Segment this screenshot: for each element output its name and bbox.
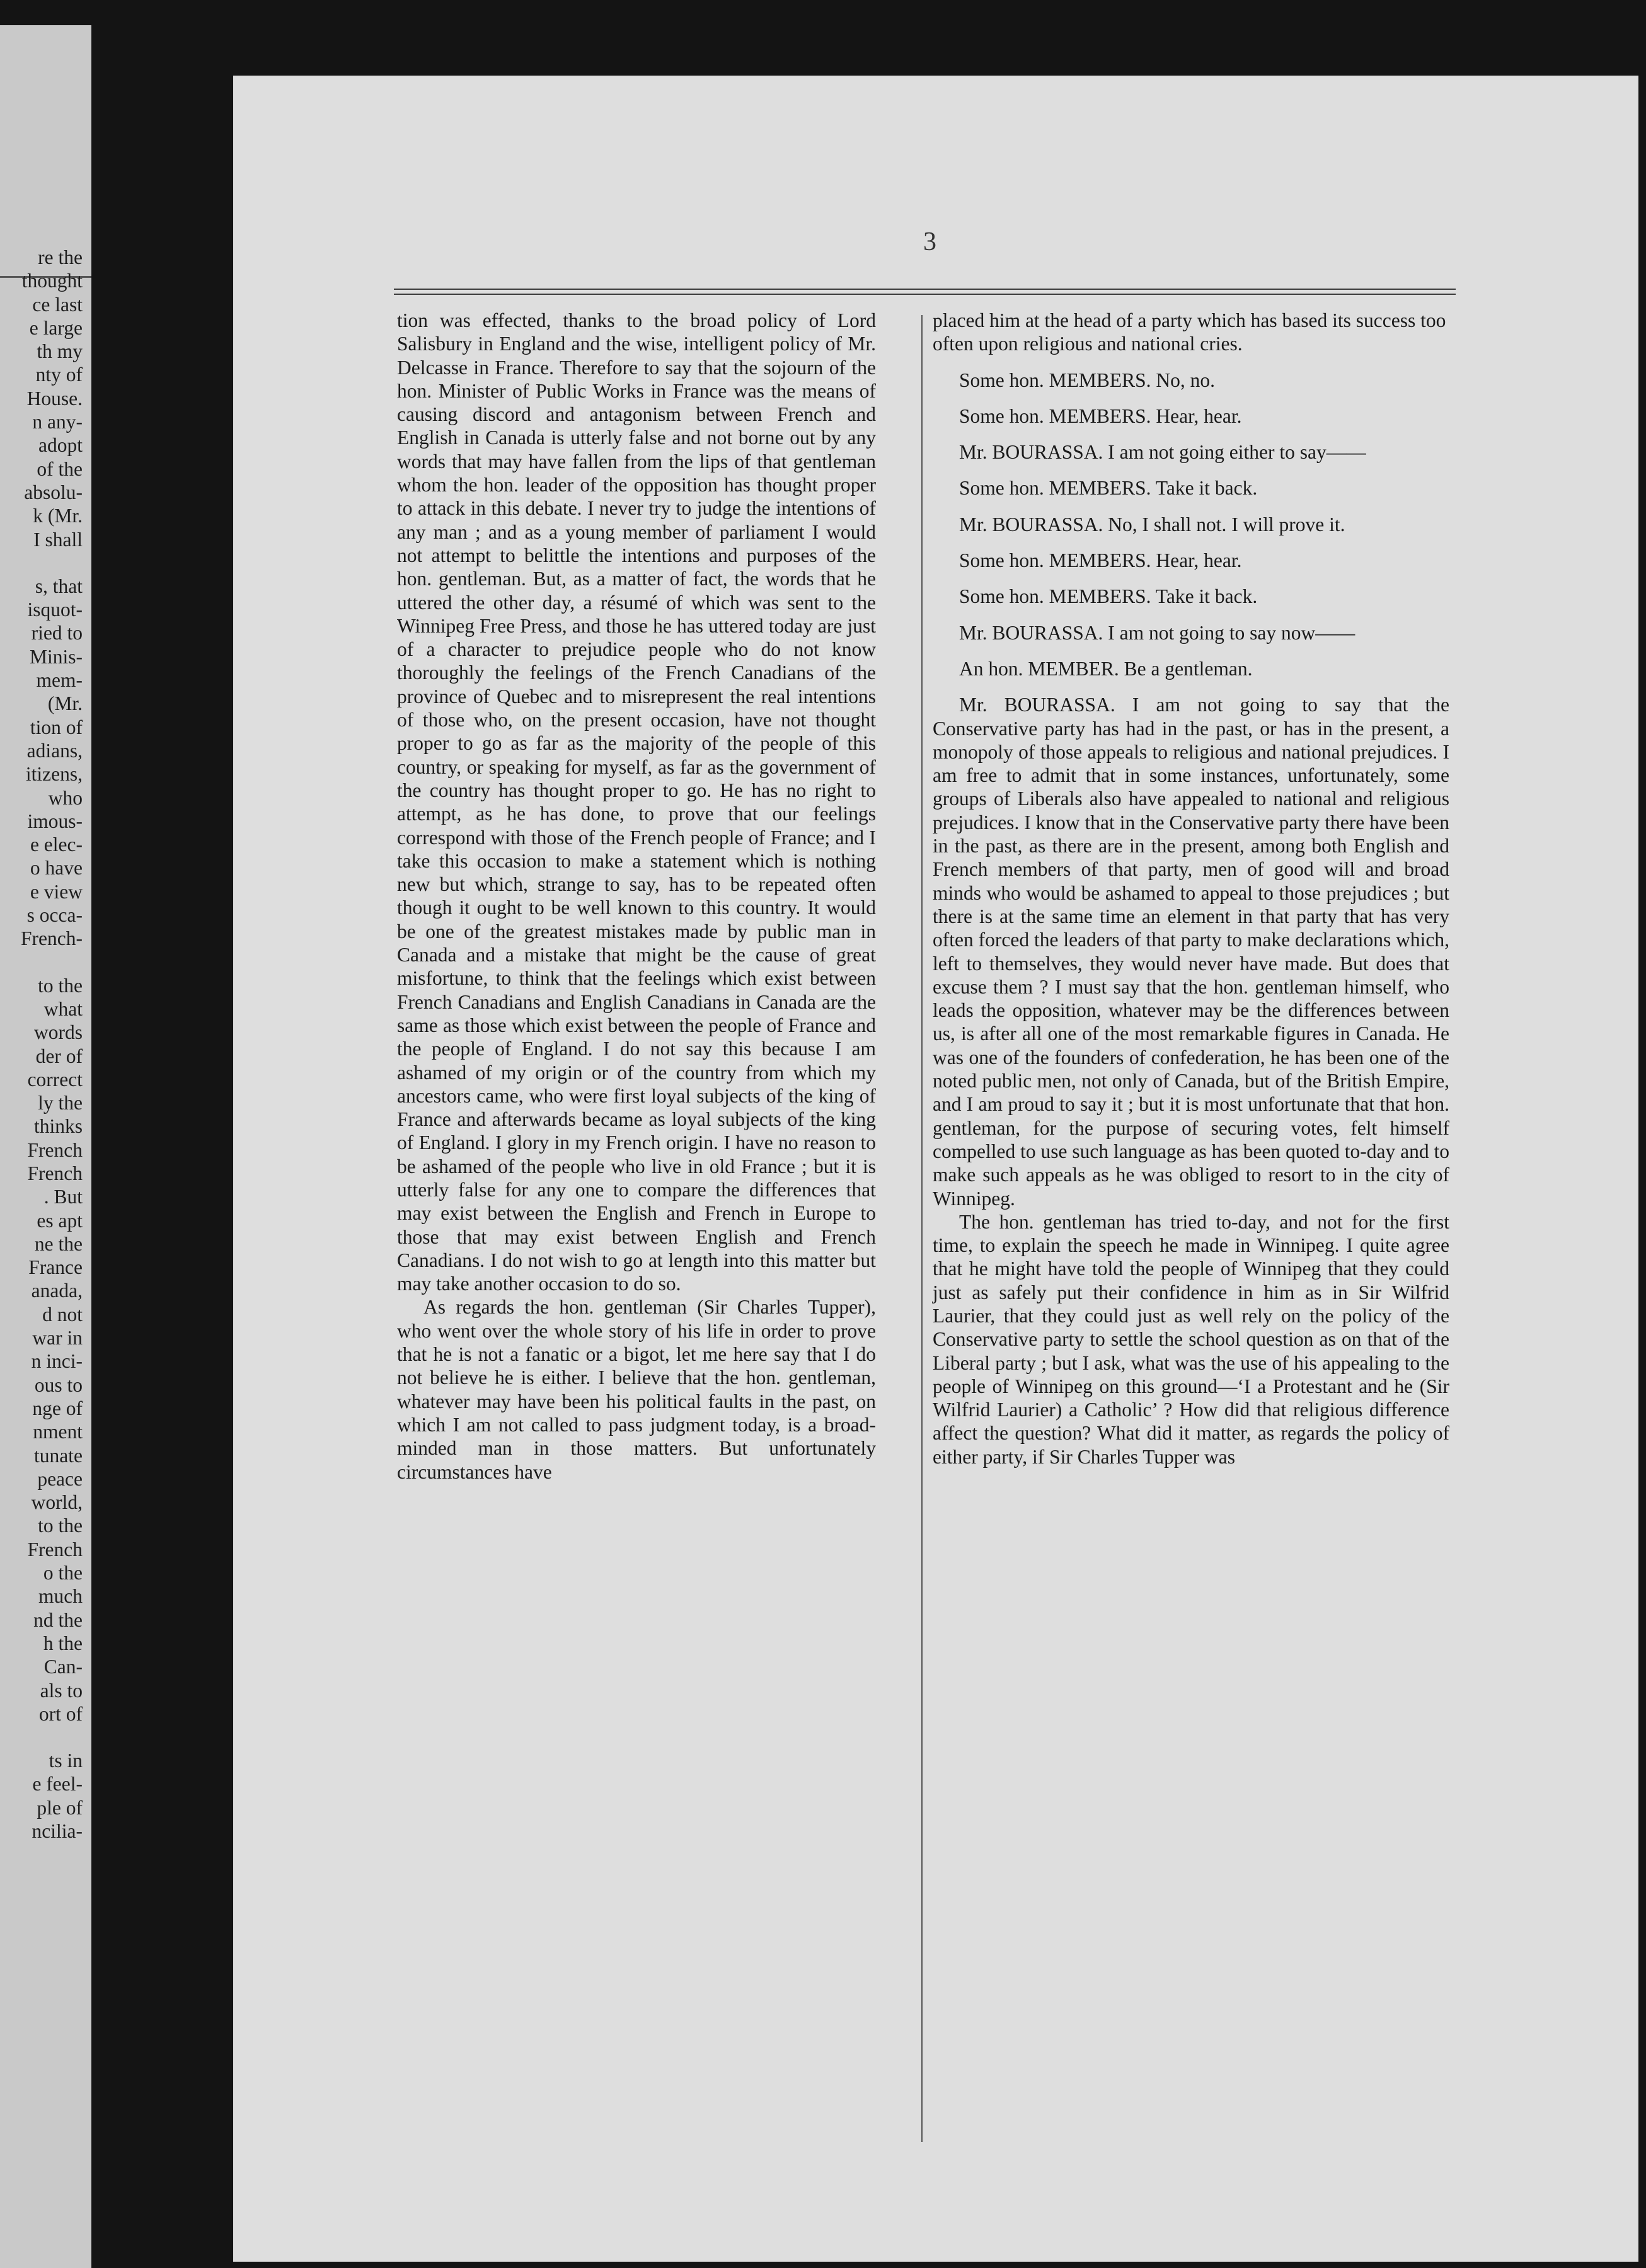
fragment-line: der of <box>35 1045 83 1067</box>
fragment-line: French- <box>21 927 83 950</box>
fragment-line: thought <box>21 270 83 292</box>
fragment-line: h the <box>43 1632 83 1654</box>
fragment-line: s occa- <box>26 904 83 927</box>
header-rule-bottom <box>394 294 1456 295</box>
adjacent-page-fragment <box>0 25 91 2268</box>
paragraph: Mr. BOURASSA. I am not going to say now—— <box>959 621 1355 644</box>
fragment-line: o the <box>43 1562 83 1584</box>
document-page <box>233 76 1638 2262</box>
fragment-line: e feel- <box>32 1773 83 1796</box>
fragment-line: I shall <box>33 528 83 551</box>
fragment-line: French <box>27 1162 83 1184</box>
fragment-line: imous- <box>27 810 83 832</box>
fragment-line: to the <box>38 1515 83 1537</box>
right-column <box>933 309 1449 1469</box>
fragment-line: what <box>43 997 83 1020</box>
fragment-line: anada, <box>31 1280 83 1302</box>
fragment-line: e elec- <box>30 833 83 856</box>
fragment-line: ort of <box>38 1702 83 1725</box>
fragment-line: ly the <box>38 1092 83 1114</box>
paragraph: tion was effected, thanks to the broad policy of Lord Salisbury in England and the wise, intelligent policy of Mr. Delcasse in France. Therefore to say that the sojourn of the hon. Minister of Public Works in France was the means of causing discord and antagonism between French and English in Canada is utterly false and not borne out by any words that may have fallen from the lips of that gentleman whom the hon. leader of the opposition has thought proper to attack in this debate. I never try to judge the intentions of any man ; and as a young member of parliament I would not attempt to belittle the intentions and purposes of the hon. gentleman. But, as a matter of fact, the words that he uttered the other day, a résumé of which was sent to the Winnipeg Free Press, and those he has uttered today are just of a character to prejudice people who do not know thoroughly the feelings of the French Canadians of the province of Quebec and to misrepresent the real intentions of those who, on the present occasion, have not thought proper to go as far as the majority of the people of this country, or speaking for myself, as far as the government of the country has thought proper to go. He has no right to attempt, as he has done, to prove that our feelings correspond with those of the French people of France; and I take this occasion to make a statement which is nothing new but which, strange to say, has to be repeated often though it ought to be well known to this country. It would be one of the greatest mistakes made by public man in Canada and a mistake that might be the cause of great misfortune, to think that the feelings which exist between French Canadians and English Canadians in Canada are the same as those which exist between the people of France and the people of England. I do not say this because I am ashamed of my origin or of the country from which my ancestors came, who were first loyal subjects of the king of France and afterwards became as loyal subjects of the king of England. I glory in my French origin. I have no reason to be ashamed of the people who live in old France ; but it is utterly false for any one to compare the differences that may exist between the English and French in Europe to those that may exist between English and French Canadians. I do not wish to go at length into this matter but may take another occasion to do so. <box>397 309 876 1295</box>
fragment-line: e large <box>29 316 83 339</box>
fragment-line: nment <box>33 1421 83 1443</box>
fragment-line: nty of <box>35 364 83 386</box>
fragment-line: ple of <box>37 1796 83 1819</box>
paragraph: placed him at the head of a party which has based its success too often upon religious and national cries. <box>933 309 1446 355</box>
fragment-line: absolu- <box>24 481 83 503</box>
paragraph: An hon. MEMBER. Be a gentleman. <box>959 657 1253 680</box>
fragment-line: tunate <box>34 1444 83 1467</box>
fragment-line: re the <box>38 246 83 268</box>
fragment-line: es apt <box>37 1209 83 1232</box>
fragment-line: ried to <box>31 622 83 644</box>
paragraph: Mr. BOURASSA. I am not going either to say—— <box>959 441 1366 464</box>
column-divider <box>921 315 923 2142</box>
paragraph: Some hon. MEMBERS. Hear, hear. <box>959 404 1242 427</box>
fragment-line: war in <box>32 1327 83 1349</box>
paragraph: Some hon. MEMBERS. Take it back. <box>959 585 1258 608</box>
fragment-line: mem- <box>36 669 83 692</box>
fragment-line: words <box>34 1021 83 1044</box>
fragment-line: thinks <box>33 1115 83 1138</box>
page-number: 3 <box>923 227 936 256</box>
fragment-line: French <box>27 1138 83 1161</box>
paragraph: As regards the hon. gentleman (Sir Charles Tupper), who went over the whole story of his life in order to prove that he is not a fanatic or a bigot, let me here say that I do not believe he is either. I believe that the hon. gentleman, whatever may have been his political faults in the past, on which I am not called to pass judgment today, is a broad-minded man in those matters. But unfortunately circumstances have <box>397 1296 876 1483</box>
fragment-line: th my <box>37 340 83 363</box>
fragment-gap <box>0 551 83 575</box>
fragment-line: of the <box>37 457 83 480</box>
header-rule-top <box>394 289 1456 290</box>
fragment-line: s, that <box>35 575 83 597</box>
fragment-line: nd the <box>33 1608 83 1631</box>
fragment-line: n inci- <box>31 1350 83 1373</box>
fragment-line: als to <box>40 1679 83 1702</box>
fragment-line: to the <box>38 974 83 997</box>
fragment-line: isquot- <box>27 598 83 621</box>
paragraph: Mr. BOURASSA. No, I shall not. I will prove it. <box>959 513 1345 536</box>
adjacent-page-text <box>0 246 83 1843</box>
fragment-line: adopt <box>38 434 83 457</box>
paragraph: Some hon. MEMBERS. No, no. <box>959 369 1216 391</box>
fragment-line: e view <box>30 880 83 903</box>
fragment-line: (Mr. <box>47 692 83 715</box>
fragment-line: nge of <box>32 1397 83 1419</box>
paragraph: The hon. gentleman has tried to-day, and not for the first time, to explain the speech he made in Winnipeg. I quite agree that he might have told the people of Winnipeg that they could just as safely put their confidence in him as in Sir Wilfrid Laurier, that they could just as well rely on the policy of the Conservative party to settle the school question as on that of the Liberal party ; but I ask, what was the use of his appealing to the people of Winnipeg on this ground—‘I a Protestant and he (Sir Wilfrid Laurier) a Catholic’ ? How did that religious difference affect the question? What did it matter, as regards the policy of either party, if Sir Charles Tupper was <box>933 1210 1449 1468</box>
fragment-line: peace <box>37 1467 83 1490</box>
fragment-line: correct <box>27 1068 83 1091</box>
fragment-line: Can- <box>43 1656 83 1678</box>
fragment-line: ous to <box>34 1373 83 1396</box>
fragment-line: o have <box>30 857 83 879</box>
paragraph: Some hon. MEMBERS. Hear, hear. <box>959 549 1242 572</box>
fragment-line: ncilia- <box>32 1820 83 1842</box>
fragment-line: itizens, <box>25 763 83 786</box>
fragment-gap <box>0 1726 83 1749</box>
fragment-line: world, <box>31 1491 83 1514</box>
fragment-gap <box>0 951 83 974</box>
fragment-line: ce last <box>32 293 83 316</box>
fragment-line: tion of <box>30 716 83 738</box>
fragment-line: k (Mr. <box>33 505 83 527</box>
fragment-line: . But <box>43 1186 83 1208</box>
fragment-line: ts in <box>49 1750 83 1772</box>
fragment-line: French <box>27 1538 83 1561</box>
paragraph: Some hon. MEMBERS. Take it back. <box>959 477 1258 500</box>
fragment-line: d not <box>42 1303 83 1326</box>
fragment-line: who <box>48 786 83 809</box>
fragment-line: n any- <box>32 411 83 433</box>
fragment-line: ne the <box>34 1232 83 1255</box>
fragment-line: adians, <box>26 739 83 762</box>
fragment-line: much <box>38 1585 83 1608</box>
fragment-line: France <box>28 1256 83 1279</box>
left-column <box>397 309 876 1484</box>
paragraph: Mr. BOURASSA. I am not going to say that the Conservative party has had in the past, or has in the present, a monopoly of those appeals to religious and national prejudices. I am free to admit that in some instances, unfortunately, some groups of Liberals also have appealed to national and religious prejudices. I know that in the Conservative party there have been in the past, as there are in the present, among both English and French members of that party, men of good will and broad minds who would be ashamed to appeal to those prejudices ; but there is at the same time an element in that party that has very often forced the leaders of that party to make declarations which, left to themselves, they would never have made. But does that excuse them ? I must say that the hon. gentleman himself, who leads the opposition, whatever may be the differences between us, is after all one of the most remarkable figures in Canada. He was one of the founders of confederation, he has been one of the noted public men, not only of Canada, but of the British Empire, and I am proud to say it ; but it is most unfortunate that that hon. gentleman, for the purpose of securing votes, felt himself compelled to use such language as has been quoted to-day and to make such appeals as he was obliged to resort to in the city of Winnipeg. <box>933 694 1449 1210</box>
fragment-line: House. <box>26 387 83 410</box>
fragment-line: Minis- <box>29 645 83 668</box>
